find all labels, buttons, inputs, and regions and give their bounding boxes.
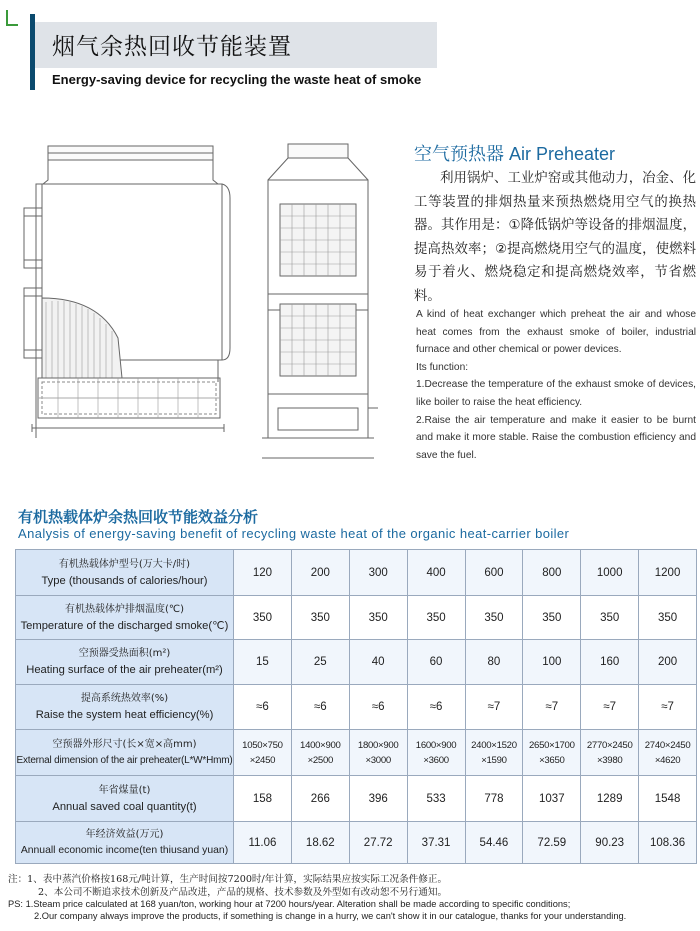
table-row [16,596,697,640]
table-cell: 350 [523,596,581,640]
analysis-title-cn: 有机热载体炉余热回收节能效益分析 [18,508,259,526]
corner-mark [6,10,18,26]
table-cell: ≈6 [234,685,292,730]
table-cell: ≈7 [581,685,639,730]
table-cell: 1200 [639,550,697,596]
note-en-1: PS: 1.Steam price calculated at 168 yuan/ton, working hour at 7200 hours/year. Alteration shall be made according to specific conditions; [8,899,571,909]
description-en: A kind of heat exchanger which preheat the air and whose heat comes from the exhaust smoke of boiler, industrial furnace and other chemical or power devices. [416,309,696,356]
table-cell: 40 [349,640,407,685]
note-cn-2: 2、本公司不断追求技术创新及产品改进，产品的规格、技术参数及外型如有改动恕不另行通知。 [38,887,448,898]
side-elevation [262,144,378,458]
table-cell: 54.46 [465,822,523,864]
table-cell: 533 [407,776,465,822]
notes-cn [8,873,700,899]
air-preheater-description-cn: 利用锅炉、工业炉窑或其他动力，冶金、化工等装置的排烟热量来预热燃烧用空气的换热器。其作用是：①降低锅炉等设备的排烟温度，提高热效率；②提高燃烧用空气的温度，使燃料易于着火、燃烧稳定和提高燃烧效率，节省燃料。 [414,171,696,304]
table-row [16,685,697,730]
function-2: 2.Raise the air temperature and make it easier to be burnt and make it more stable. Raise the combustion efficiency and save the fuel. [416,414,696,461]
table-row [16,776,697,822]
row-header: 有机热载体炉型号(万大卡/时) Type (thousands of calories/hour) [16,550,234,596]
table-cell: 350 [234,596,292,640]
table-cell: 1548 [639,776,697,822]
row-header: 提高系统热效率(%) Raise the system heat efficiency(%) [16,685,234,730]
table-cell: 350 [407,596,465,640]
table-cell: 11.06 [234,822,292,864]
table-cell: 80 [465,640,523,685]
table-cell: 90.23 [581,822,639,864]
air-preheater-description-en [416,306,696,464]
table-cell: 1600×900 ×3600 [407,730,465,776]
benefit-table [15,549,697,864]
row-header: 年经济效益(万元) Annuall economic income(ten thiusand yuan) [16,822,234,864]
table-cell: 600 [465,550,523,596]
table-row [16,730,697,776]
notes-en [8,899,700,922]
table-cell: 200 [639,640,697,685]
note-cn-1: 注：1、表中蒸汽价格按168元/吨计算，生产时间按7200时/年计算，实际结果应按实际工况条件修正。 [8,874,448,885]
table-cell: 37.31 [407,822,465,864]
row-header: 空预器受热面积(m²) Heating surface of the air preheater(m²) [16,640,234,685]
title-accent-bar [30,14,35,90]
table-cell: ≈6 [291,685,349,730]
table-cell: 158 [234,776,292,822]
air-preheater-drawing [18,138,393,468]
table-cell: 396 [349,776,407,822]
row-header: 空预器外形尺寸(长×宽×高mm) External dimension of the air preheater(L*W*Hmm) [16,730,234,776]
table-cell: 350 [349,596,407,640]
table-cell: ≈6 [349,685,407,730]
table-cell: 60 [407,640,465,685]
table-cell: 778 [465,776,523,822]
table-cell: 300 [349,550,407,596]
table-cell: 350 [639,596,697,640]
table-cell: 27.72 [349,822,407,864]
table-cell: 15 [234,640,292,685]
table-cell: 350 [581,596,639,640]
table-cell: ≈7 [639,685,697,730]
analysis-title-en: Analysis of energy-saving benefit of recycling waste heat of the organic heat-carrier boiler [18,526,570,541]
air-preheater-title: 空气预热器 Air Preheater [414,144,616,164]
table-cell: 72.59 [523,822,581,864]
table-cell: 1000 [581,550,639,596]
table-cell: 2400×1520 ×1590 [465,730,523,776]
table-cell: 25 [291,640,349,685]
table-row [16,550,697,596]
table-row [16,822,697,864]
table-cell: 160 [581,640,639,685]
front-elevation [24,146,230,438]
table-cell: 1289 [581,776,639,822]
table-cell: 400 [407,550,465,596]
page-title-cn: 烟气余热回收节能装置 [52,34,292,60]
table-cell: 800 [523,550,581,596]
row-header: 年省煤量(t) Annual saved coal quantity(t) [16,776,234,822]
row-header: 有机热载体炉排烟温度(℃) Temperature of the discharged smoke(℃) [16,596,234,640]
table-cell: 108.36 [639,822,697,864]
table-cell: 1800×900 ×3000 [349,730,407,776]
table-cell: 1400×900 ×2500 [291,730,349,776]
table-cell: 1037 [523,776,581,822]
table-cell: 266 [291,776,349,822]
table-cell: 1050×750 ×2450 [234,730,292,776]
function-1: 1.Decrease the temperature of the exhaust smoke of devices, like boiler to raise the heat efficiency. [416,379,696,408]
table-cell: 350 [291,596,349,640]
page-title-en: Energy-saving device for recycling the waste heat of smoke [52,72,422,87]
table-cell: ≈7 [523,685,581,730]
table-cell: ≈7 [465,685,523,730]
note-en-2: 2.Our company always improve the products, if something is change in a hurry, we can't show it in our catalogue, thanks for your understanding. [34,910,627,921]
table-cell: 2770×2450 ×3980 [581,730,639,776]
function-title: Its function: [416,361,469,373]
table-cell: 2740×2450 ×4620 [639,730,697,776]
table-cell: 2650×1700 ×3650 [523,730,581,776]
table-cell: 120 [234,550,292,596]
table-cell: 18.62 [291,822,349,864]
table-cell: 100 [523,640,581,685]
table-cell: 200 [291,550,349,596]
table-cell: 350 [465,596,523,640]
table-cell: ≈6 [407,685,465,730]
table-row [16,640,697,685]
